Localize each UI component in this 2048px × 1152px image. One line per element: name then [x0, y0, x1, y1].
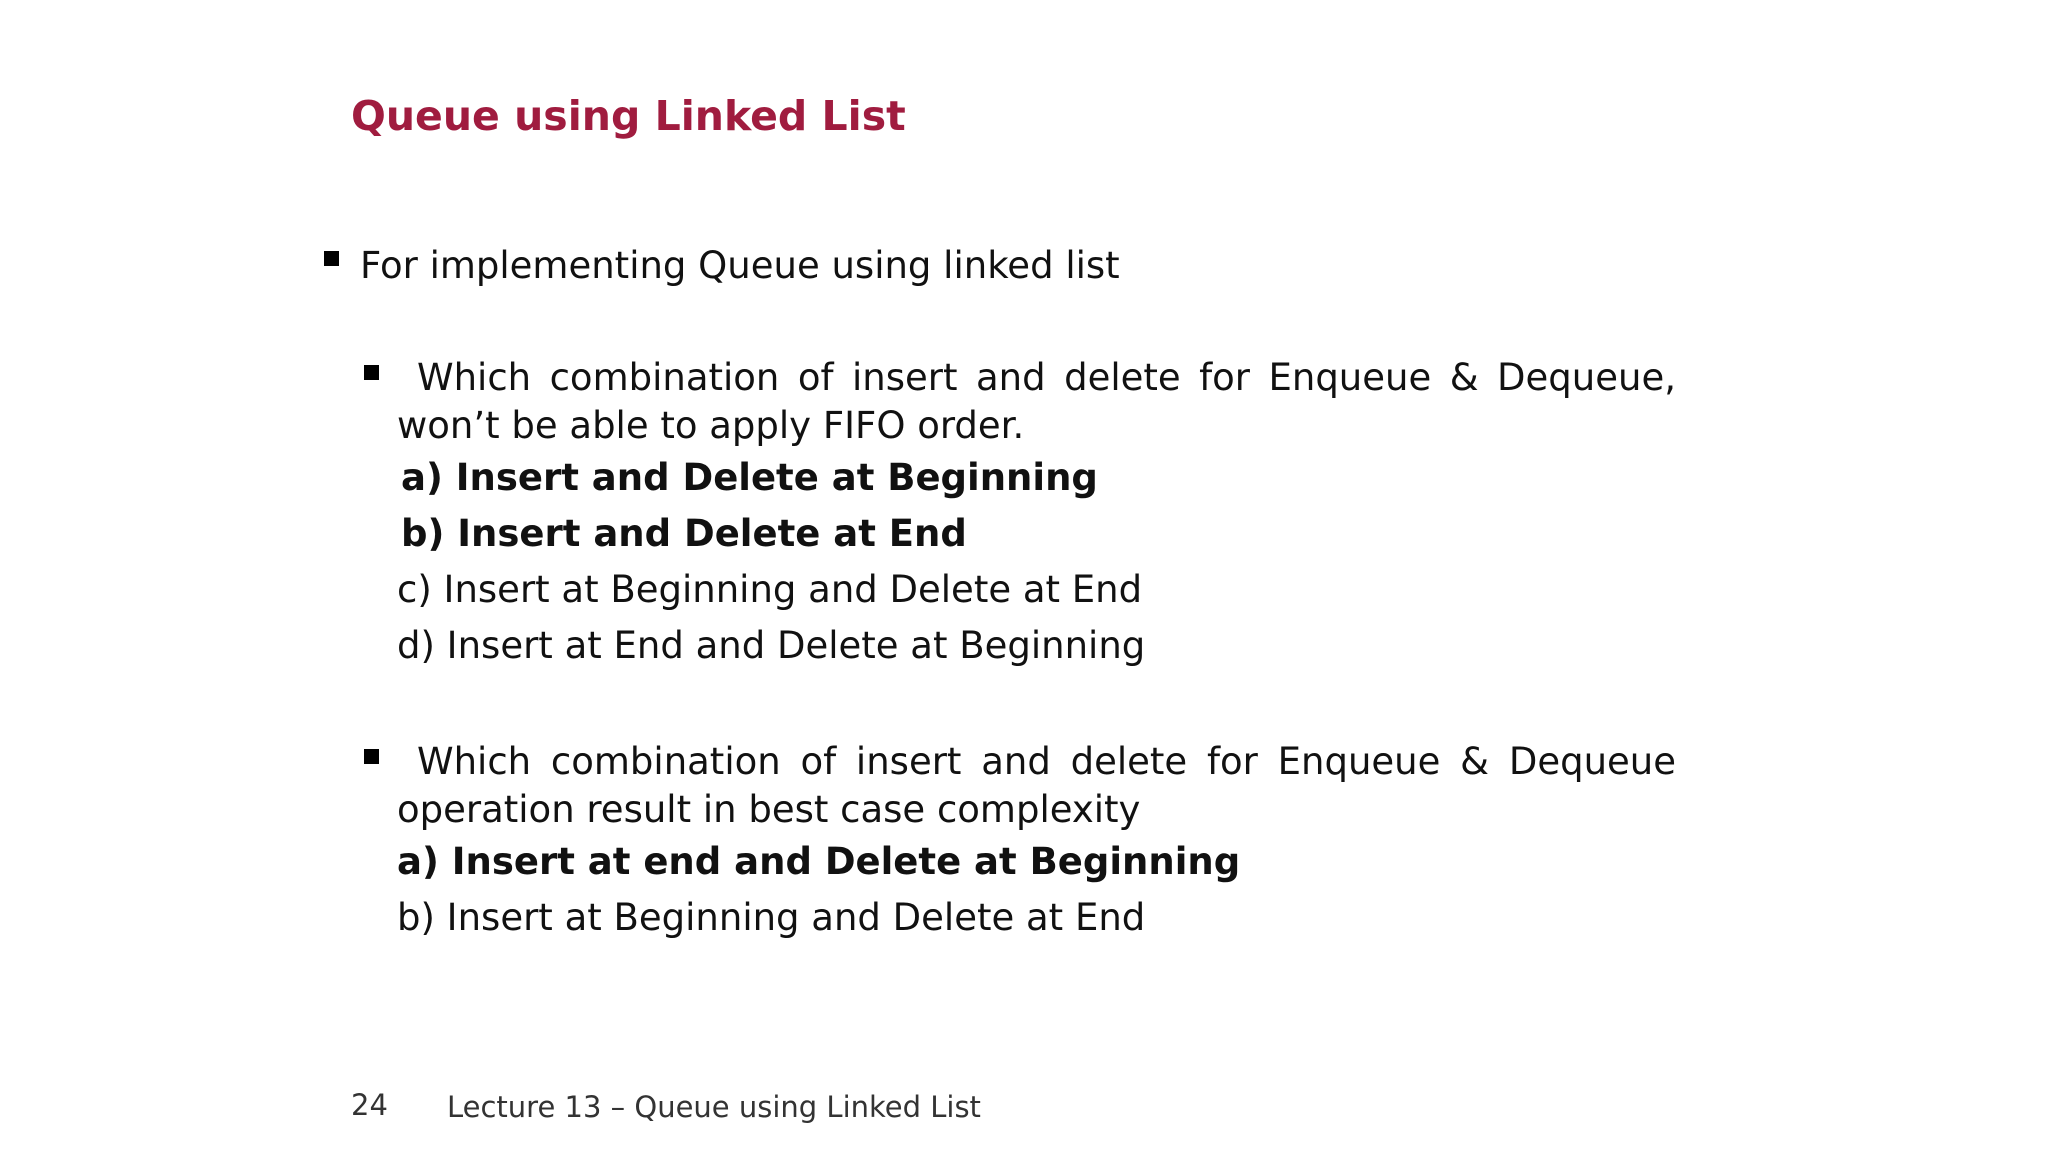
question-2-text-line-1: Which combination of insert and delete for Enqueue & Dequeue: [417, 740, 1676, 783]
intro-text: For implementing Queue using linked list: [360, 244, 1120, 287]
question-2: [360, 738, 1676, 946]
square-bullet-icon: [364, 365, 379, 380]
question-1-option-d: d) Insert at End and Delete at Beginning: [397, 624, 1146, 667]
slide-title: Queue using Linked List: [351, 92, 906, 140]
question-1-option-b: b) Insert and Delete at End: [401, 512, 967, 555]
question-2-text-line-2: operation result in best case complexity: [397, 788, 1141, 831]
footer-lecture-title: Lecture 13 – Queue using Linked List: [447, 1090, 981, 1124]
question-1-option-a: a) Insert and Delete at Beginning: [401, 456, 1098, 499]
intro-bullet: [324, 244, 1120, 287]
question-2-option-a: a) Insert at end and Delete at Beginning: [397, 840, 1241, 883]
square-bullet-icon: [364, 749, 379, 764]
question-1-text-line-2: won’t be able to apply FIFO order.: [397, 404, 1025, 447]
page-number: 24: [351, 1088, 388, 1122]
square-bullet-icon: [324, 251, 339, 266]
question-1-text-line-1: Which combination of insert and delete for Enqueue & Dequeue,: [417, 356, 1676, 399]
question-2-option-b: b) Insert at Beginning and Delete at End: [397, 896, 1146, 939]
question-1-option-c: c) Insert at Beginning and Delete at End: [397, 568, 1143, 611]
question-1: [360, 354, 1676, 674]
